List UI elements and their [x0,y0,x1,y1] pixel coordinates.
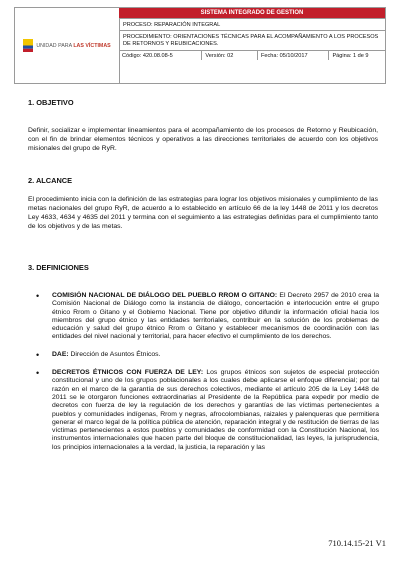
definition-term: COMISIÓN NACIONAL DE DIÁLOGO DEL PUEBLO RROM O GITANO: [52,292,278,299]
page-number: Página: 1 de 9 [332,53,369,59]
document-version: Versión: 02 [202,51,258,60]
definition-item [36,292,379,342]
definition-item [36,351,379,359]
system-title: SISTEMA INTEGRADO DE GESTION [119,8,385,18]
logo-text: UNIDAD PARA LAS VÍCTIMAS [36,42,111,49]
objetivo-paragraph: Definir, socializar e implementar lineamientos para el acompañamiento de los procesos de Retorno y Reubicación, con el fin de brindar elementos técnicos y operativos a las direcciones territoriales de acuerdo con los objetivos misionales del grupo de RyR. [28,127,378,152]
footer-code: 710.14.15-21 V1 [328,538,386,548]
section-heading-objetivo: 1. OBJETIVO [28,98,74,107]
definition-text: Los grupos étnicos son sujetos de especial protección constitucional y uno de los grupos poblacionales a los cuales debe aplicarse el enfoque diferencial; por tal razón en el marco de la garantía de sus derechos colectivos, mediante el artículo 205 de la Ley 1448 de 2011 se le otorgaron funciones extraordinarias al Presidente de la República para expedir por medio de decretos con fuerza de ley la regulación de los derechos y garantías de las víctimas pertenecientes a pueblos y comunidades indígenas, Rrom y negras, afrocolombianas, raizales y palenqueras que permitiera generar el marco legal de la política pública de atención, reparación integral y de restitución de tierras de las víctimas pertenecientes a estos pueblos y comunidades de conformidad con la Constitución Nacional, los instrumentos internacionales que hacen parte del bloque de constitucionalidad, las leyes, la jurisprudencia, los principios internacionales a la verdad, la justicia, la reparación y las [52,369,379,451]
section-heading-definiciones: 3. DEFINICIONES [28,263,89,272]
definition-text: Dirección de Asuntos Étnicos. [68,350,161,358]
definition-term: DECRETOS ÉTNICOS CON FUERZA DE LEY: [52,369,204,377]
unidad-victimas-logo [23,39,110,52]
document-date: Fecha: 05/10/2017 [258,51,329,60]
definition-term: DAE: [52,350,69,358]
definition-text: El Decreto 2957 de 2010 crea la Comisión Nacional de Diálogo como la instancia de diálogo, concertación e interlocución entre el grupo étnico Rrom o Gitano y el Gobierno Nacional. Tiene por objetivo difundir la información oficial hacia los miembros del grupo étnico y las entidades territoriales, contribuir en la solución de los problemas de educación y salud del grupo étnico Rrom o Gitano y establecer mecanismos de coordinación con las entidades del nivel nacional y territorial, para hacer efectivo el cumplimiento de los derechos. [52,292,379,341]
document-code: Código: 420.08.08-5 [119,51,202,60]
colombia-flag-icon [23,39,33,52]
document-header-table [14,7,386,84]
alcance-paragraph: El procedimiento inicia con la definición de las estrategias para lograr los objetivos misionales y cumplimiento de las metas nacionales del grupo RyR, de acuerdo a lo establecido en artículo 66 de la ley 1448 de 2011 y los decretos Ley 4633, 4634 y 4635 del 2011 y termina con el seguimiento a las estrategias definidas para el cumplimiento tanto de los objetivos y de las metas. [28,196,378,230]
section-heading-alcance: 2. ALCANCE [28,176,73,185]
procedure-row: PROCEDIMIENTO: ORIENTACIONES TÉCNICAS PARA EL ACOMPAÑAMIENTO A LOS PROCESOS DE RETORNOS Y REUBICACIONES. [119,30,385,50]
logo-cell [15,8,120,83]
process-row: PROCESO: REPARACIÓN INTEGRAL [119,18,385,30]
definition-item [36,369,379,452]
metadata-row [119,50,385,60]
definitions-list [36,292,379,452]
